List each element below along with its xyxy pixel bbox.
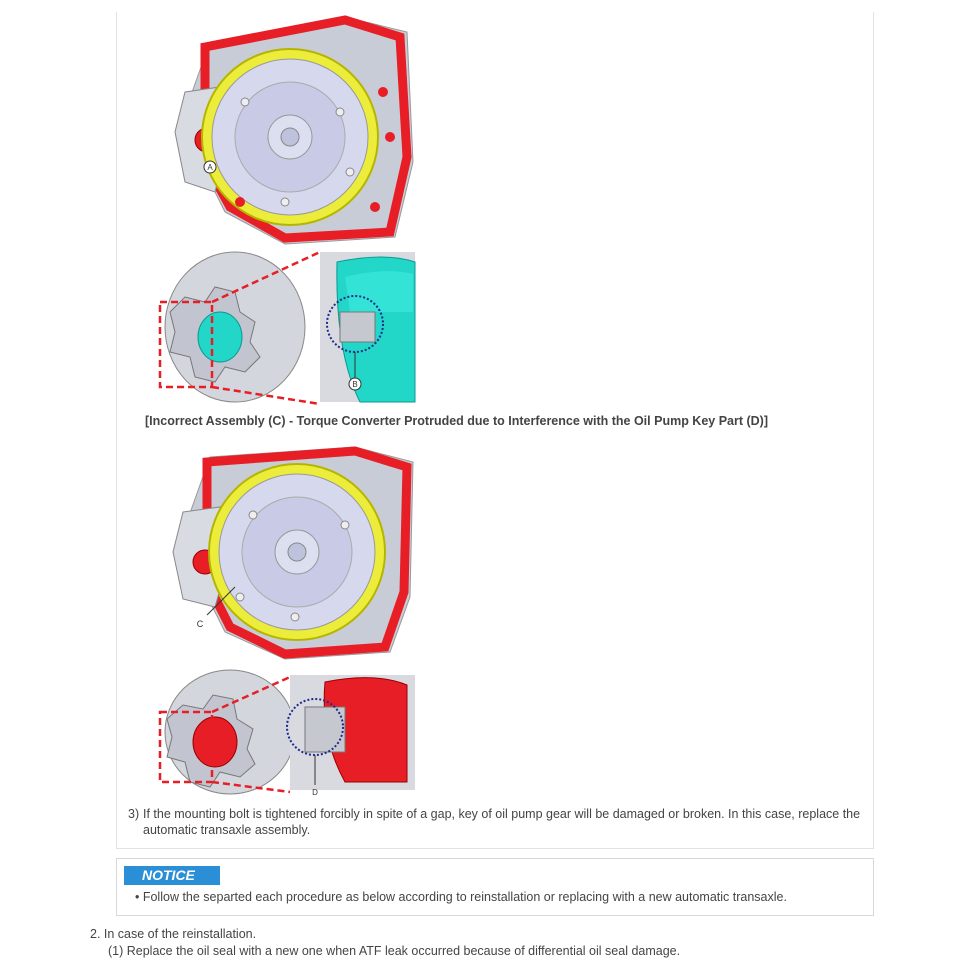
callout-c: C [196, 619, 204, 629]
section-2-title: 2. In case of the reinstallation. [90, 927, 257, 941]
section-2-sub-1: (1) Replace the oil seal with a new one when ATF leak occurred because of differential oil seal damage. [108, 944, 681, 958]
callout-a: A [207, 163, 213, 172]
notice-box [116, 858, 874, 916]
callout-b: B [352, 380, 358, 389]
figure-2 [145, 437, 430, 802]
step-3-text: If the mounting bolt is tightened forcibly in spite of a gap, key of oil pump gear will be damaged or broken. In this case, replace the automatic transaxle assembly. [143, 807, 861, 837]
notice-text: • Follow the separted each procedure as below according to reinstallation or replacing with a new automatic transaxle. [135, 890, 787, 904]
figure-2-illustration [145, 437, 430, 802]
figure-1 [145, 12, 430, 407]
notice-badge: NOTICE [124, 866, 220, 885]
figure-caption: [Incorrect Assembly (C) - Torque Converter Protruded due to Interference with the Oil Pump Key Part (D)] [145, 414, 769, 428]
figure-1-illustration [145, 12, 430, 407]
step-3-number: 3) [128, 807, 140, 821]
callout-d: D [312, 788, 318, 797]
